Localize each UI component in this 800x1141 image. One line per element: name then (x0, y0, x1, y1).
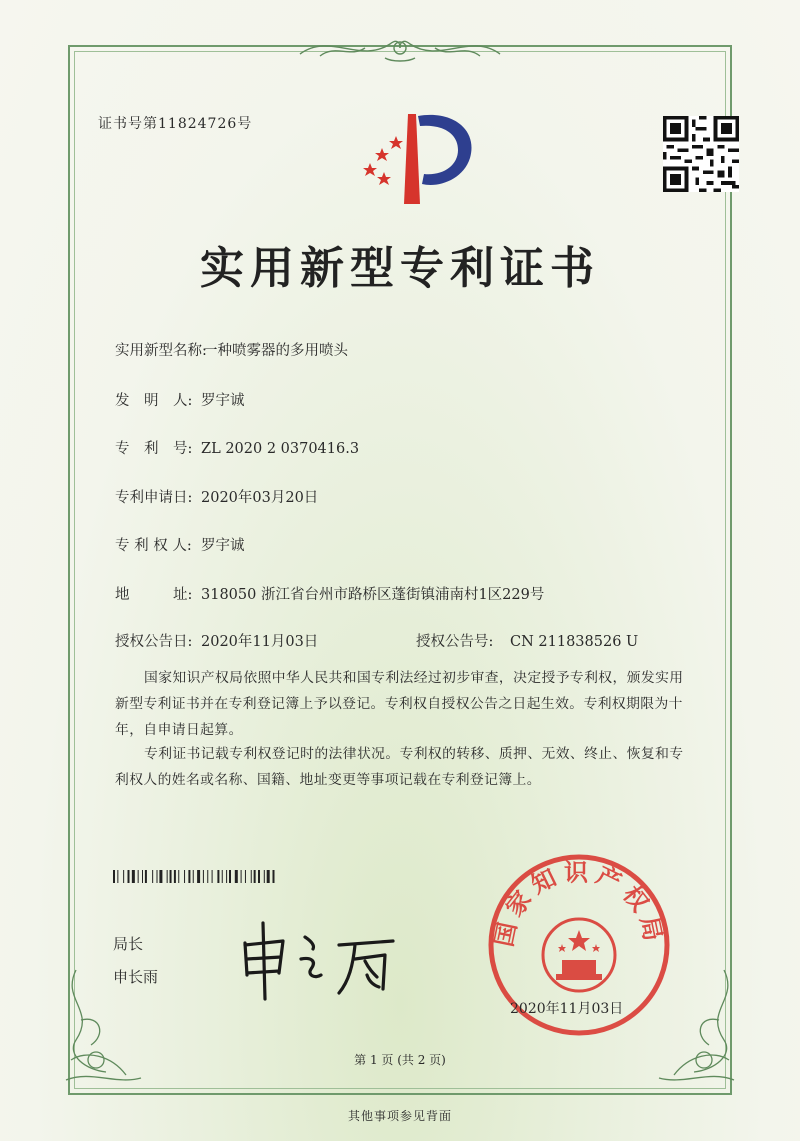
inventor-label: 发 明 人: (115, 393, 193, 409)
footer-note: 其他事项参见背面 (347, 1109, 452, 1123)
utility-model-name-value: 一种喷雾器的多用喷头 (203, 343, 348, 359)
signature-icon (235, 915, 425, 1005)
announcement-number-row (416, 630, 638, 651)
address-value: 318050 浙江省台州市路桥区蓬街镇浦南村1区229号 (201, 587, 545, 603)
seal-date: 2020年11月03日 (510, 1001, 624, 1017)
inventor-value: 罗宇诚 (201, 393, 245, 409)
announcement-number-value: CN 211838526 U (510, 634, 639, 650)
utility-model-name-row (115, 339, 348, 360)
filing-date-label: 专利申请日: (115, 490, 193, 506)
patent-number-row (115, 437, 359, 458)
utility-model-name-label: 实用新型名称: (115, 343, 207, 359)
patentee-label: 专 利 权 人: (115, 538, 192, 554)
inventor-row (115, 389, 245, 410)
qr-code-icon (663, 116, 739, 192)
body-paragraph-1: 国家知识产权局依照中华人民共和国专利法经过初步审查，决定授予专利权，颁发实用新型专利证书并在专利登记簿上予以登记。专利权自授权公告之日起生效。专利权期限为十年，自申请日起算。 (115, 670, 684, 738)
patent-number-value: ZL 2020 2 0370416.3 (201, 441, 360, 457)
address-row (115, 583, 544, 604)
cnipa-logo-icon (358, 108, 488, 208)
certificate-title: 实用新型专利证书 (200, 243, 600, 294)
announcement-date-label: 授权公告日: (115, 634, 193, 650)
page-number: 第 1 页 (共 2 页) (354, 1053, 446, 1067)
director-title: 局长 (113, 935, 144, 953)
announcement-number-label: 授权公告号: (416, 634, 494, 650)
director-name: 申长雨 (113, 968, 159, 986)
barcode-icon (113, 870, 318, 883)
filing-date-value: 2020年03月20日 (201, 490, 319, 506)
patentee-value: 罗宇诚 (201, 538, 245, 554)
address-label: 地 址: (115, 587, 193, 603)
top-ornament-icon (290, 30, 510, 66)
announcement-date-value: 2020年11月03日 (201, 634, 319, 650)
patent-number-label: 专 利 号: (115, 441, 193, 457)
filing-date-row (115, 486, 318, 507)
announcement-date-row (115, 630, 318, 651)
body-paragraph-2: 专利证书记载专利权登记时的法律状况。专利权的转移、质押、无效、终止、恢复和专利权人的姓名或名称、国籍、地址变更等事项记载在专利登记簿上。 (115, 746, 684, 788)
certificate-number: 证书号第11824726号 (98, 116, 253, 132)
patentee-row (115, 534, 245, 555)
seal-text: 国家知识产权局 (489, 858, 669, 950)
